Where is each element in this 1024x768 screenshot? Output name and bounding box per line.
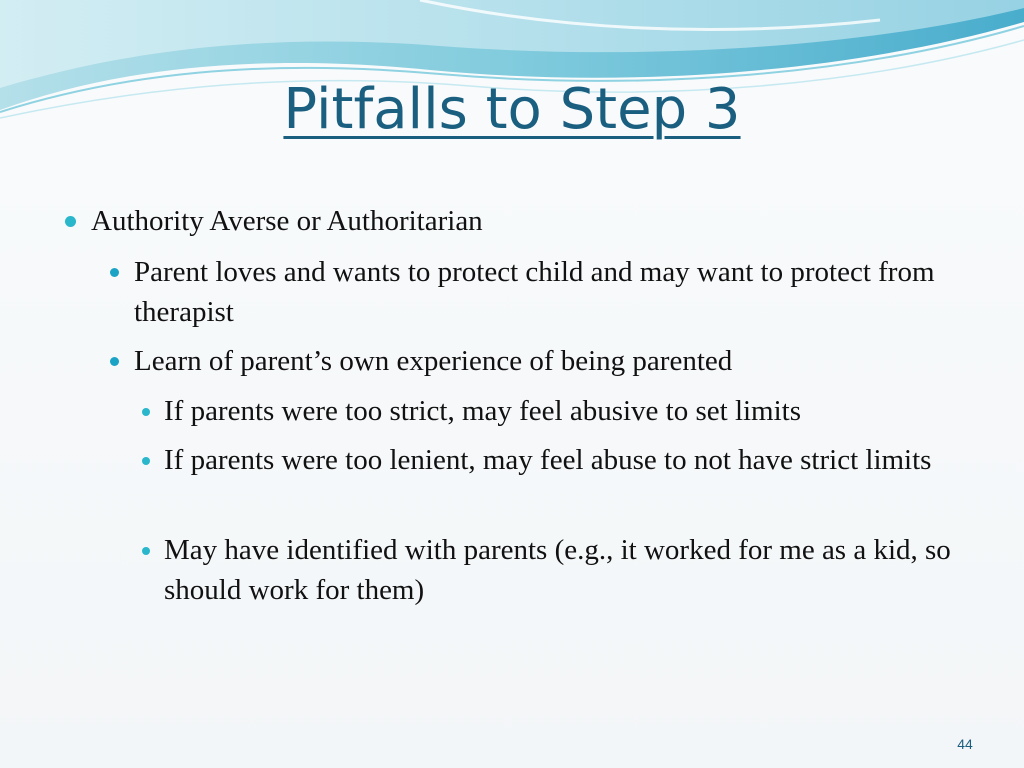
bullet-item-level2 (134, 252, 974, 332)
bullet-item-level1 (91, 201, 971, 241)
bullet-text: If parents were too lenient, may feel abuse to not have strict limits (164, 444, 932, 476)
slide-title-text: Pitfalls to Step 3 (283, 77, 741, 142)
bullet-text: Parent loves and wants to protect child and may want to protect from therapist (134, 256, 935, 328)
bullet-item-level3 (164, 391, 974, 431)
bullet-item-level3 (164, 440, 974, 480)
bullet-item-level2 (134, 341, 974, 381)
bullet-dot-icon (110, 268, 119, 277)
bullet-dot-icon (142, 547, 150, 555)
bullet-text: Learn of parent’s own experience of being parented (134, 345, 733, 377)
bullet-dot-icon (65, 216, 76, 227)
bullet-dot-icon (142, 408, 150, 416)
bullet-dot-icon (110, 357, 119, 366)
bullet-dot-icon (142, 457, 150, 465)
bullet-text: Authority Averse or Authoritarian (91, 205, 483, 237)
page-number: 44 (957, 736, 973, 752)
bullet-text: May have identified with parents (e.g., it worked for me as a kid, so should work for them) (164, 534, 951, 606)
bullet-text: If parents were too strict, may feel abusive to set limits (164, 395, 802, 427)
bullet-item-level3 (164, 530, 974, 610)
